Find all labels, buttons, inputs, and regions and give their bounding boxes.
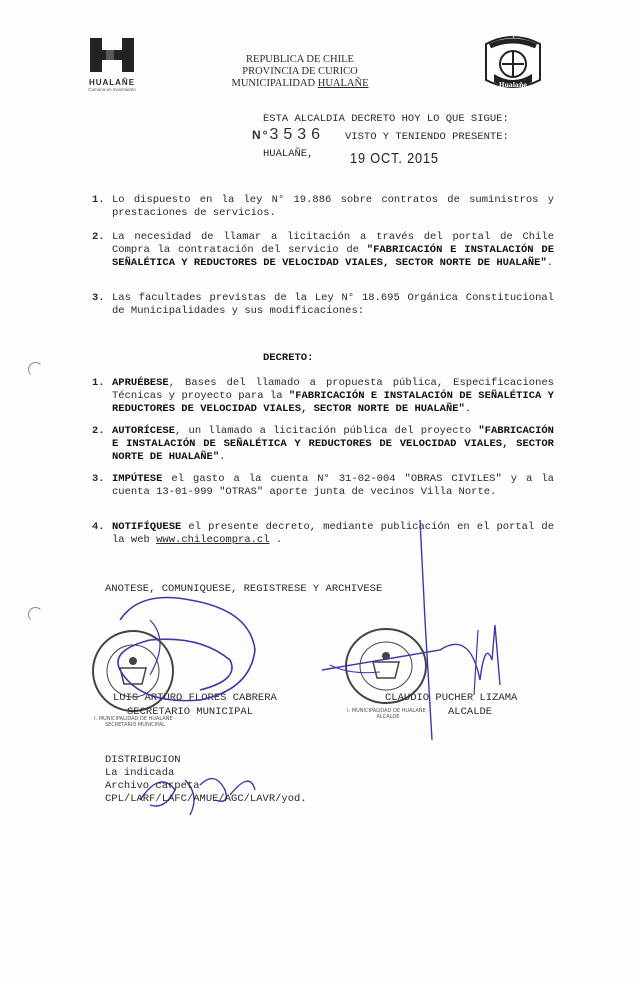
distribution-item-1: La indicada xyxy=(105,767,175,779)
consideration-3-number: 3. xyxy=(92,292,105,304)
resolution-4-verb: NOTIFÍQUESE xyxy=(112,521,182,533)
resolution-4-plain: el presente decreto, mediante publicación en el portal de la web xyxy=(112,521,554,546)
secretary-stamp-text: I. MUNICIPALIDAD DE HUALAÑE · SECRETARIO MUNICIPAL xyxy=(94,716,176,728)
header-line-3-text xyxy=(232,78,369,89)
resolution-2-plain: , un llamado a licitación pública del proyecto xyxy=(175,425,479,437)
distribution-item-3: CPL/LARF/LAFC/AMUE/AGC/LAVR/yod. xyxy=(105,793,307,805)
mayor-name: CLAUDIO PUCHER LIZAMA xyxy=(385,692,518,704)
decree-number-value: 3536 xyxy=(269,126,326,143)
resolution-3-plain: el gasto a la cuenta N° 31-02-004 "OBRAS CIVILES" y a la cuenta 13-01-999 "OTRAS" aporte junta de vecinos Villa Norte. xyxy=(112,473,554,498)
right-logo xyxy=(480,30,546,94)
distribution-title: DISTRIBUCION xyxy=(105,754,181,766)
header-line-3-underlined: HUALAÑE xyxy=(317,78,369,89)
resolution-2-text xyxy=(112,425,554,464)
secretary-name: LUIS ARTURO FLORES CABRERA xyxy=(113,692,277,704)
decree-intro-line: ESTA ALCALDIA DECRETO HOY LO QUE SIGUE: xyxy=(263,113,509,125)
left-logo xyxy=(86,36,138,92)
secretary-title: SECRETARIO MUNICIPAL xyxy=(127,706,254,718)
left-logo-subtitle: Comuna en movimiento xyxy=(88,87,136,92)
consideration-2-project: "FABRICACIÓN E INSTALACIÓN DE SEÑALÉTICA Y REDUCTORES DE VELOCIDAD VIALES, SECTOR NORTE DE HUALAÑE" xyxy=(112,244,555,269)
consideration-2-text xyxy=(112,231,554,270)
resolution-1-project: "FABRICACIÓN E INSTALACIÓN DE SEÑALÉTICA Y REDUCTORES DE VELOCIDAD VIALES, SECTOR NORTE DE HUALAÑE" xyxy=(112,390,554,415)
resolution-1-plain: , Bases del llamado a propuesta pública, Especificaciones Técnicas y proyecto para la xyxy=(112,377,554,402)
right-logo-bottom-text: Hualañe xyxy=(498,82,528,89)
header-line-3 xyxy=(190,78,410,90)
mayor-stamp-text: I. MUNICIPALIDAD DE HUALAÑE · ALCALDE xyxy=(347,708,429,720)
chilecompra-link[interactable]: www.chilecompra.cl xyxy=(156,534,270,546)
resolution-2-project: "FABRICACIÓN E INSTALACIÓN DE SEÑALÉTICA Y REDUCTORES DE VELOCIDAD VIALES, SECTOR NORTE DE HUALAÑE" xyxy=(112,425,554,463)
closing-line: ANOTESE, COMUNIQUESE, REGISTRESE Y ARCHIVESE xyxy=(105,583,383,595)
decree-number-prefix: N° xyxy=(252,128,270,142)
decree-number xyxy=(252,126,325,144)
resolution-1-text xyxy=(112,377,554,416)
punch-hole-mark-top xyxy=(28,362,43,377)
distribution-block xyxy=(105,754,307,806)
decreto-title: DECRETO: xyxy=(263,352,314,364)
hualane-logo-icon xyxy=(86,36,138,74)
consideration-2-number: 2. xyxy=(92,231,105,243)
resolution-4-end: . xyxy=(269,534,283,546)
header-line-1: REPUBLICA DE CHILE xyxy=(246,54,354,65)
resolution-2-number: 2. xyxy=(92,425,105,437)
header-block xyxy=(190,54,410,90)
consideration-3-text: Las facultades previstas de la Ley N° 18.695 Orgánica Constitucional de Municipalidades y sus modificaciones: xyxy=(112,292,554,317)
mayor-title: ALCALDE xyxy=(448,706,493,718)
resolution-3-verb: IMPÚTESE xyxy=(112,473,163,485)
resolution-2-verb: AUTORÍCESE xyxy=(112,425,176,437)
consideration-1-number: 1. xyxy=(92,194,105,206)
resolution-1-end: . xyxy=(464,403,472,415)
resolution-3-number: 3. xyxy=(92,473,105,485)
header-line-3-prefix: MUNICIPALIDAD xyxy=(231,78,318,89)
resolution-1-number: 1. xyxy=(92,377,105,389)
resolution-4-text xyxy=(112,521,554,547)
resolution-2-end: . xyxy=(219,451,226,463)
place-line: HUALAÑE, xyxy=(263,148,314,160)
punch-hole-mark-bottom xyxy=(28,607,43,622)
consideration-1-text: Lo dispuesto en la ley N° 19.886 sobre contratos de suministros y prestaciones de servicios. xyxy=(112,194,554,219)
consideration-2-plain: La necesidad de llamar a licitación a través del portal de Chile Compra la contratación del servicio de xyxy=(112,231,554,256)
decree-date-stamp: 19 OCT. 2015 xyxy=(350,150,439,167)
right-logo-top-text: Municipalidad xyxy=(488,31,538,38)
resolution-3-text xyxy=(112,473,554,499)
resolution-1-verb: APRUÉBESE xyxy=(112,377,169,389)
distribution-item-2: Archivo carpeta xyxy=(105,780,200,792)
left-logo-title: HUALAÑE xyxy=(88,78,136,87)
consideration-2-end: . xyxy=(546,257,554,269)
header-line-2: PROVINCIA DE CURICO xyxy=(242,66,358,77)
visto-line: VISTO Y TENIENDO PRESENTE: xyxy=(345,131,509,143)
resolution-4-number: 4. xyxy=(92,521,105,533)
